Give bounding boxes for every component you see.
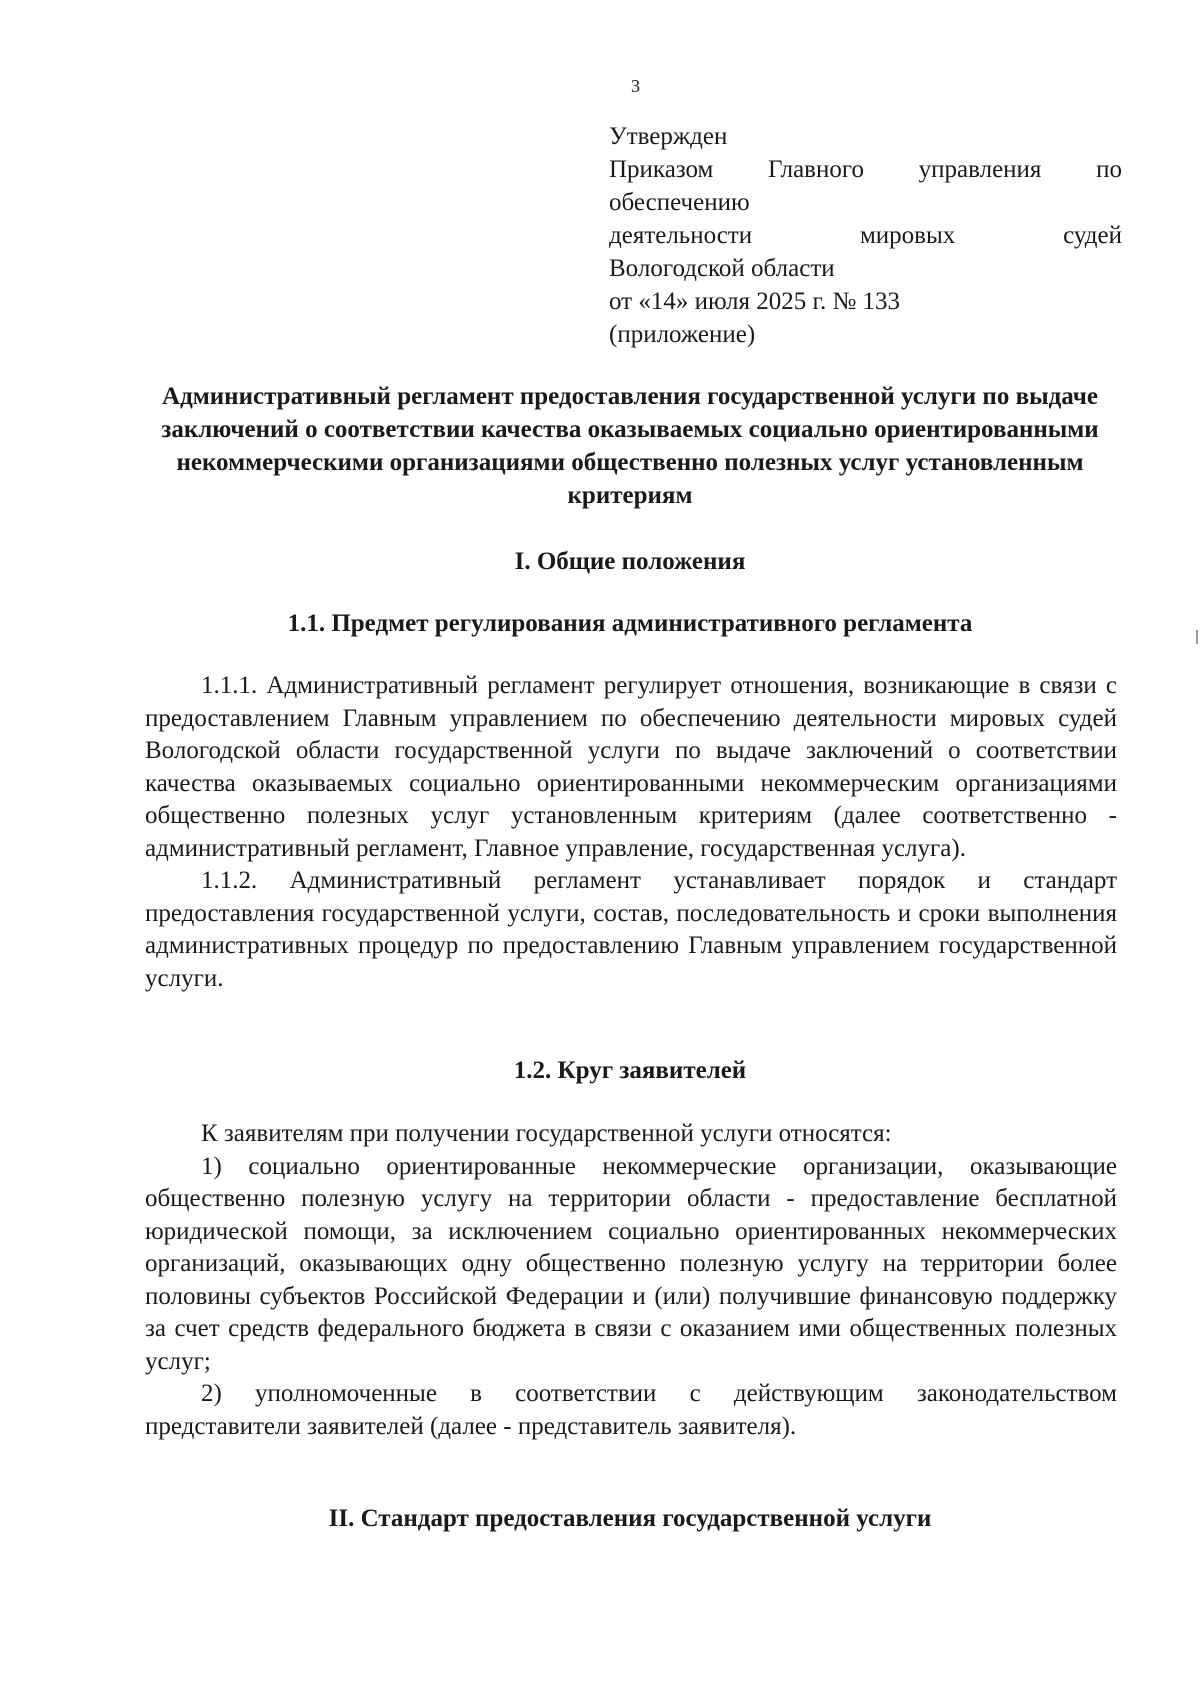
approval-stamp xyxy=(609,120,1122,351)
document-title: Административный регламент предоставления государственной услуги по выдаче заключений о соответствии качества оказываемых социально ориентированными некоммерческими организациями общественно полезных услуг установленным критериям xyxy=(161,383,1099,509)
approval-line-attachment: (приложение) xyxy=(609,321,756,348)
approval-word: по xyxy=(1096,156,1122,183)
approval-line-region: Вологодской области xyxy=(609,255,835,282)
approval-word: Приказом xyxy=(609,156,714,183)
approval-word: Главного xyxy=(768,156,864,183)
approval-line-order xyxy=(609,153,1122,186)
approval-line-approved: Утвержден xyxy=(609,123,728,150)
subsection-1-1-heading: 1.1. Предмет регулирования административного регламента xyxy=(287,610,973,637)
paragraph-1-1-1: 1.1.1. Административный регламент регулирует отношения, возникающие в связи с предоставлением Главным управлением по обеспечению деятельности мировых судей Вологодской области государственной услуги по выдаче заключений о соответствии качества оказываемых социально ориентированными некоммерческим организациями общественно полезных услуг установленным критериям (далее соответственно - административный регламент, Главное управление, государственная услуга). xyxy=(145,672,1117,862)
approval-line-activity xyxy=(609,219,1122,252)
approval-word: деятельности xyxy=(609,222,753,249)
approval-word: управления xyxy=(918,156,1042,183)
scan-edge-mark xyxy=(1196,630,1198,644)
section-1-heading: I. Общие положения xyxy=(514,548,746,575)
approval-line-provision: обеспечению xyxy=(609,189,750,216)
subsection-1-2-heading: 1.2. Круг заявителей xyxy=(513,1057,747,1084)
subsection-1-1-body xyxy=(145,670,1117,995)
paragraph-applicants-item-1: 1) социально ориентированные некоммерческие организации, оказывающие общественно полезную услугу на территории области - предоставление бесплатной юридической помощи, за исключением социально ориентированных некоммерческих организаций, оказывающих одну общественно полезную услугу на территории более половины субъектов Российской Федерации и (или) получившие финансовую поддержку за счет средств федерального бюджета в связи с оказанием ими общественных полезных услуг; xyxy=(145,1152,1117,1375)
paragraph-applicants-item-2: 2) уполномоченные в соответствии с действующим законодательством представители заявителей (далее - представитель заявителя). xyxy=(145,1380,1117,1440)
paragraph-applicants-intro: К заявителям при получении государственной услуги относятся: xyxy=(201,1120,892,1147)
paragraph-1-1-2: 1.1.2. Административный регламент устанавливает порядок и стандарт предоставления государственной услуги, состав, последовательность и сроки выполнения административных процедур по предоставлению Главным управлением государственной услуги. xyxy=(145,867,1117,992)
page-number: 3 xyxy=(631,76,640,96)
section-2-heading: II. Стандарт предоставления государственной услуги xyxy=(328,1505,932,1532)
subsection-1-2-body xyxy=(145,1118,1117,1443)
approval-word: мировых xyxy=(859,222,956,249)
approval-word: судей xyxy=(1063,222,1122,249)
approval-line-date: от «14» июля 2025 г. № 133 xyxy=(609,288,901,315)
